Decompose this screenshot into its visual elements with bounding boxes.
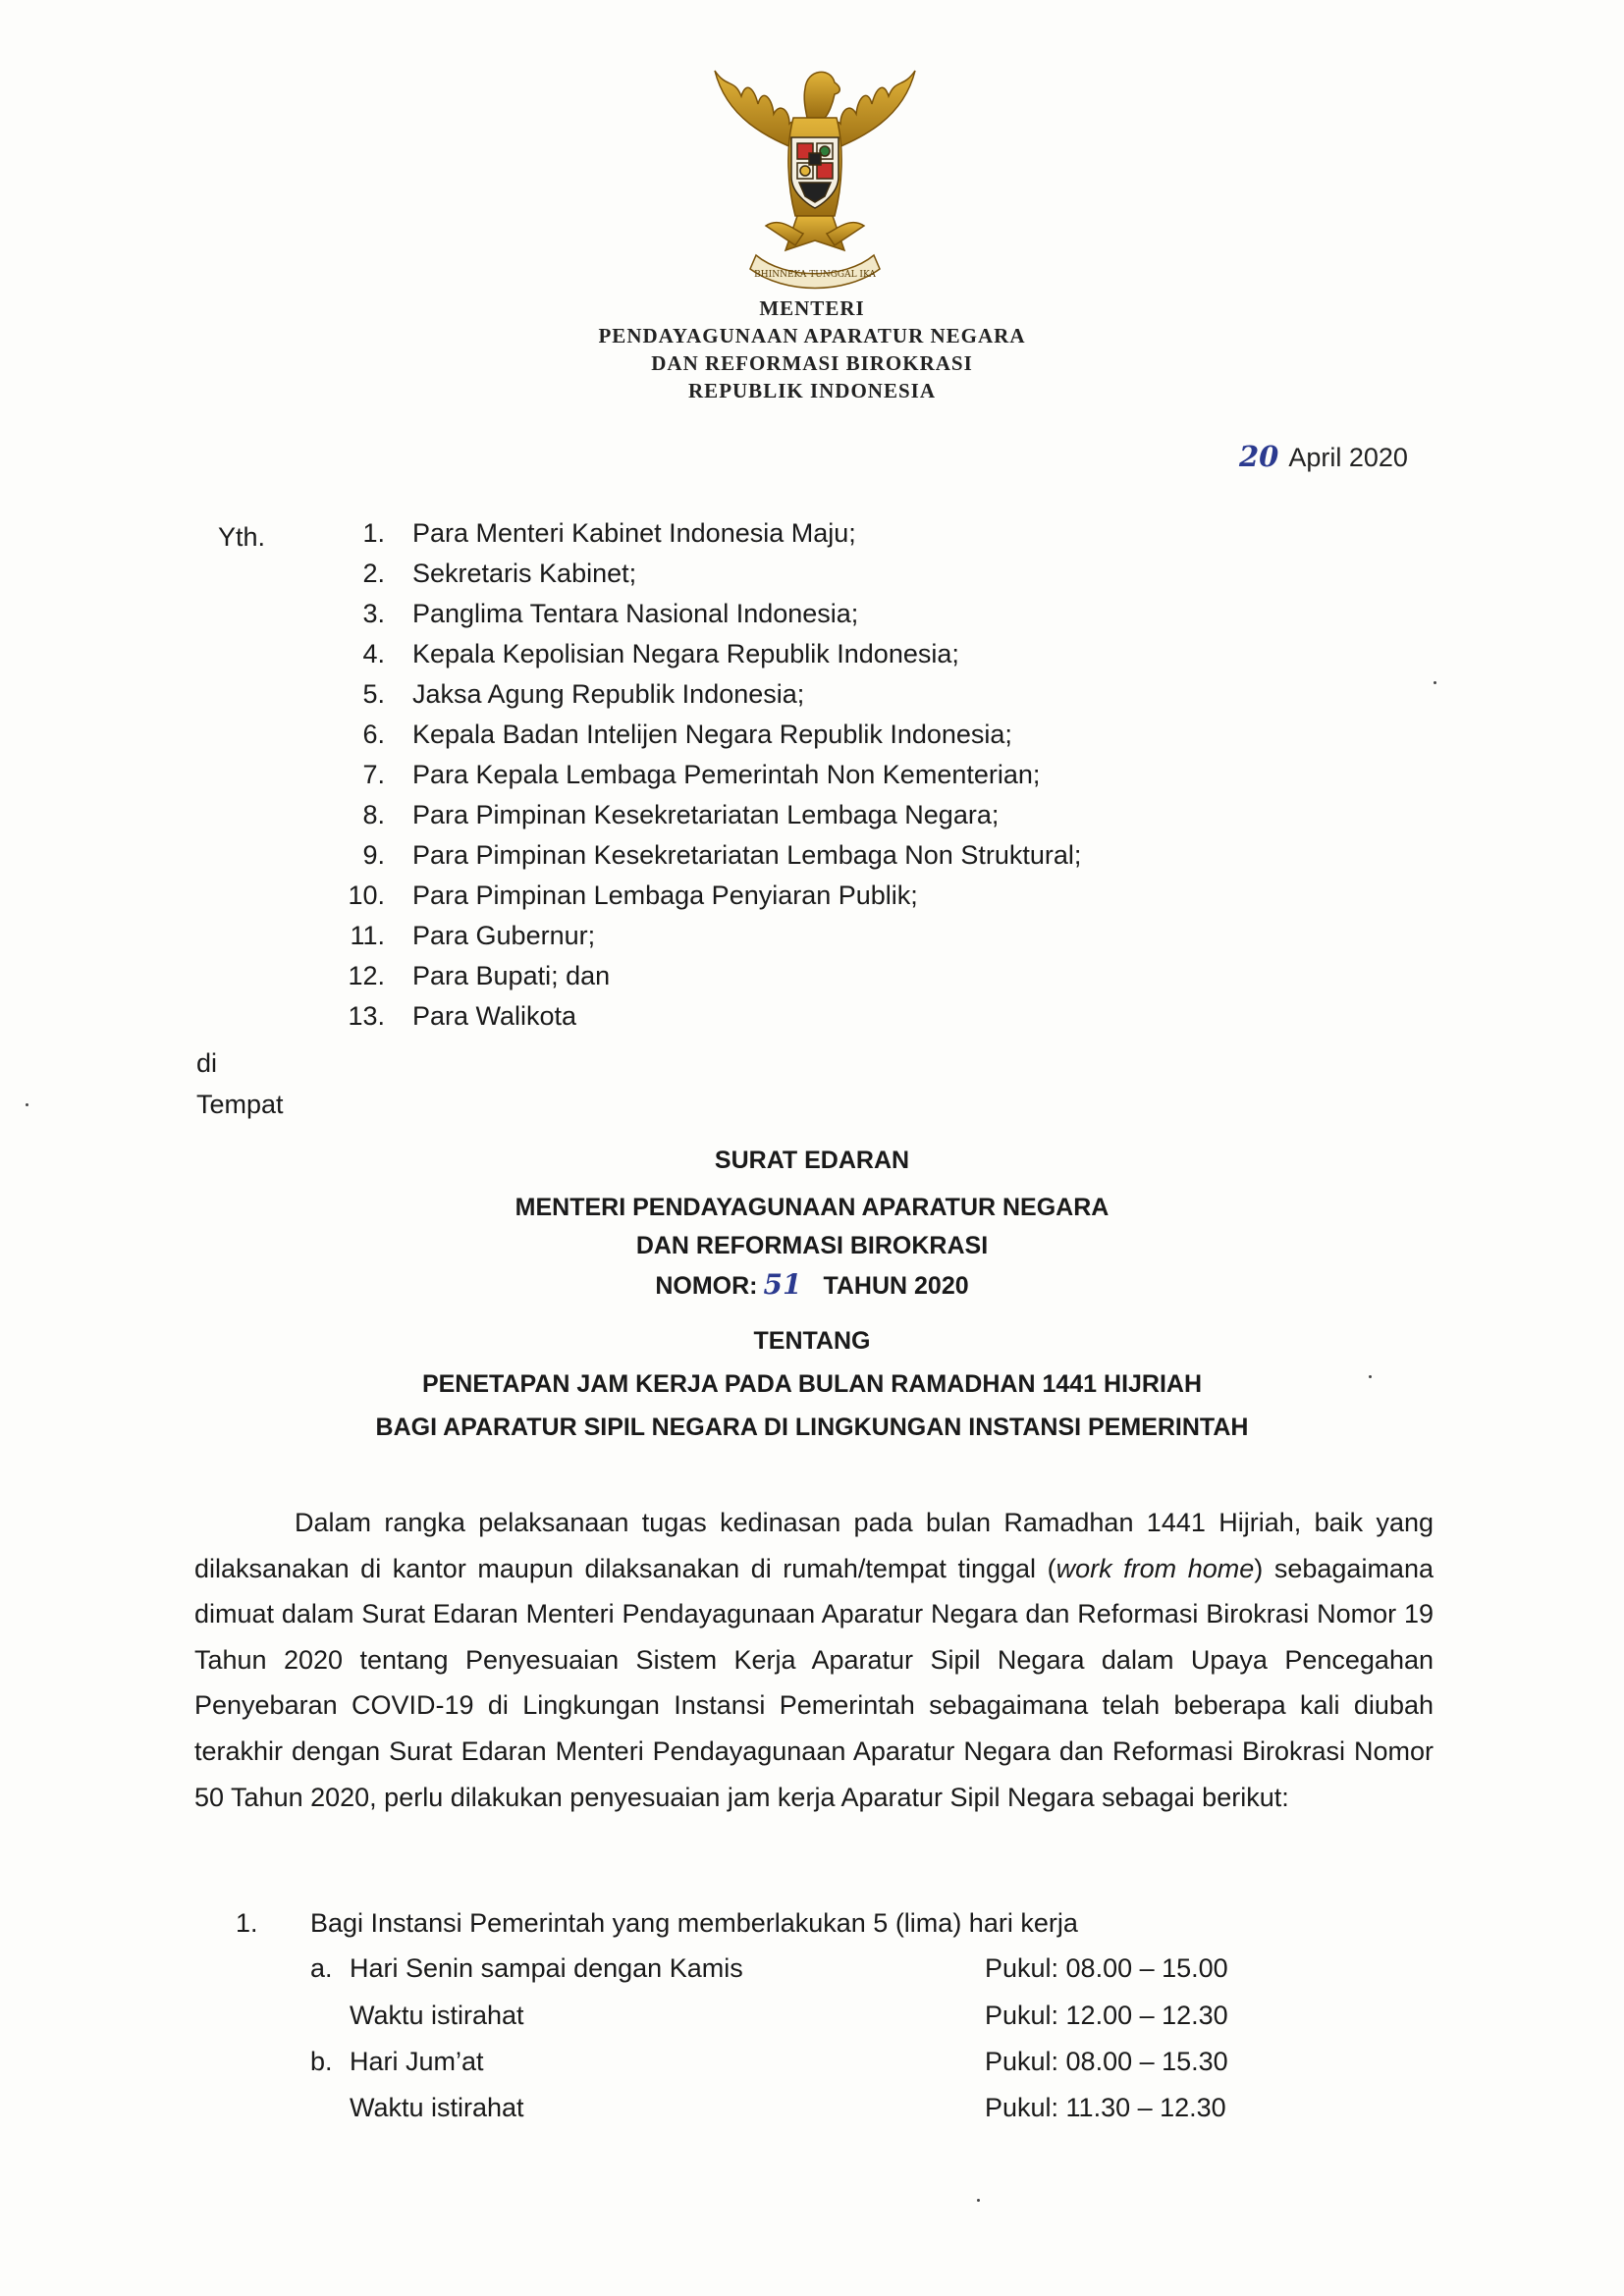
doc-issuer-line-1: MENTERI PENDAYAGUNAAN APARATUR NEGARA — [514, 1194, 1110, 1221]
para-text-2: ) sebagaimana dimuat dalam Surat Edaran Menteri Pendayagunaan Aparatur Negara dan Reformasi Birokrasi Nomor 19 Tahun 2020 tentang Penyesuaian Sistem Kerja Aparatur Sipil Negara dalam Upaya Pencegahan Penyebaran COVID-19 di Lingkungan Instansi Pemerintah sebagaimana telah beberapa kali diubah terakhir dengan Surat Edaran Menteri Pendayagunaan Aparatur Negara dan Reformasi Birokrasi Nomor 50 Tahun 2020, perlu dilakukan penyesuaian jam kerja Aparatur Sipil Negara sebagai berikut: — [194, 1553, 1434, 1812]
doc-issuer-line-2: DAN REFORMASI BIROKRASI — [635, 1232, 989, 1259]
para-italic: work from home — [1056, 1553, 1255, 1583]
schedule-row: b. Hari Jum’at Pukul: 08.00 – 15.30 — [310, 2047, 1228, 2076]
scan-speck — [977, 2199, 980, 2202]
addressee-di: di — [196, 1048, 218, 1078]
emblem-motto: BHINNEKA TUNGGAL IKA — [754, 270, 876, 280]
body-paragraph — [194, 1500, 1434, 1820]
letterhead-line-3: DAN REFORMASI BIROKRASI — [651, 351, 973, 375]
item-1-text: Bagi Instansi Pemerintah yang memberlakukan 5 (lima) hari kerja — [310, 1908, 1078, 1938]
letter-date — [1239, 440, 1408, 473]
para-text-1: Dalam rangka pelaksanaan tugas kedinasan pada bulan Ramadhan 1441 Hijriah, baik yang dilaksanakan di kantor maupun dilaksanakan di rumah/tempat tinggal ( — [194, 1508, 1434, 1583]
letterhead-line-2: PENDAYAGUNAAN APARATUR NEGARA — [598, 324, 1026, 347]
subject-line-1: PENETAPAN JAM KERJA PADA BULAN RAMADHAN 1441 HIJRIAH — [421, 1370, 1203, 1398]
date-day-handwritten: 20 — [1239, 440, 1279, 473]
addressee-tempat: Tempat — [196, 1090, 284, 1119]
doc-title: SURAT EDARAN — [714, 1147, 910, 1174]
schedule-row: a. Hari Senin sampai dengan Kamis Pukul: 08.00 – 15.00 — [310, 1953, 1228, 1983]
schedule-row: Waktu istirahat Pukul: 11.30 – 12.30 — [350, 2093, 1226, 2122]
nomor-year: TAHUN 2020 — [823, 1272, 969, 1300]
item-1-number: 1. — [236, 1908, 258, 1938]
salutation: Yth. — [218, 522, 266, 552]
schedule-row: Waktu istirahat Pukul: 12.00 – 12.30 — [350, 2001, 1228, 2030]
scan-speck — [1369, 1375, 1372, 1378]
date-month-year: April 2020 — [1288, 443, 1408, 472]
scan-speck — [1434, 681, 1436, 684]
doc-number — [0, 1268, 1624, 1301]
nomor-value-handwritten: 51 — [763, 1268, 802, 1301]
garuda-pancasila-emblem — [687, 59, 943, 304]
scan-speck — [26, 1103, 28, 1106]
letterhead-line-1: MENTERI — [759, 296, 865, 320]
subject-line-2: BAGI APARATUR SIPIL NEGARA DI LINGKUNGAN INSTANSI PEMERINTAH — [375, 1414, 1249, 1441]
letterhead-line-4: REPUBLIK INDONESIA — [688, 379, 936, 402]
nomor-label: NOMOR: — [655, 1272, 758, 1300]
tentang-heading: TENTANG — [753, 1327, 871, 1355]
